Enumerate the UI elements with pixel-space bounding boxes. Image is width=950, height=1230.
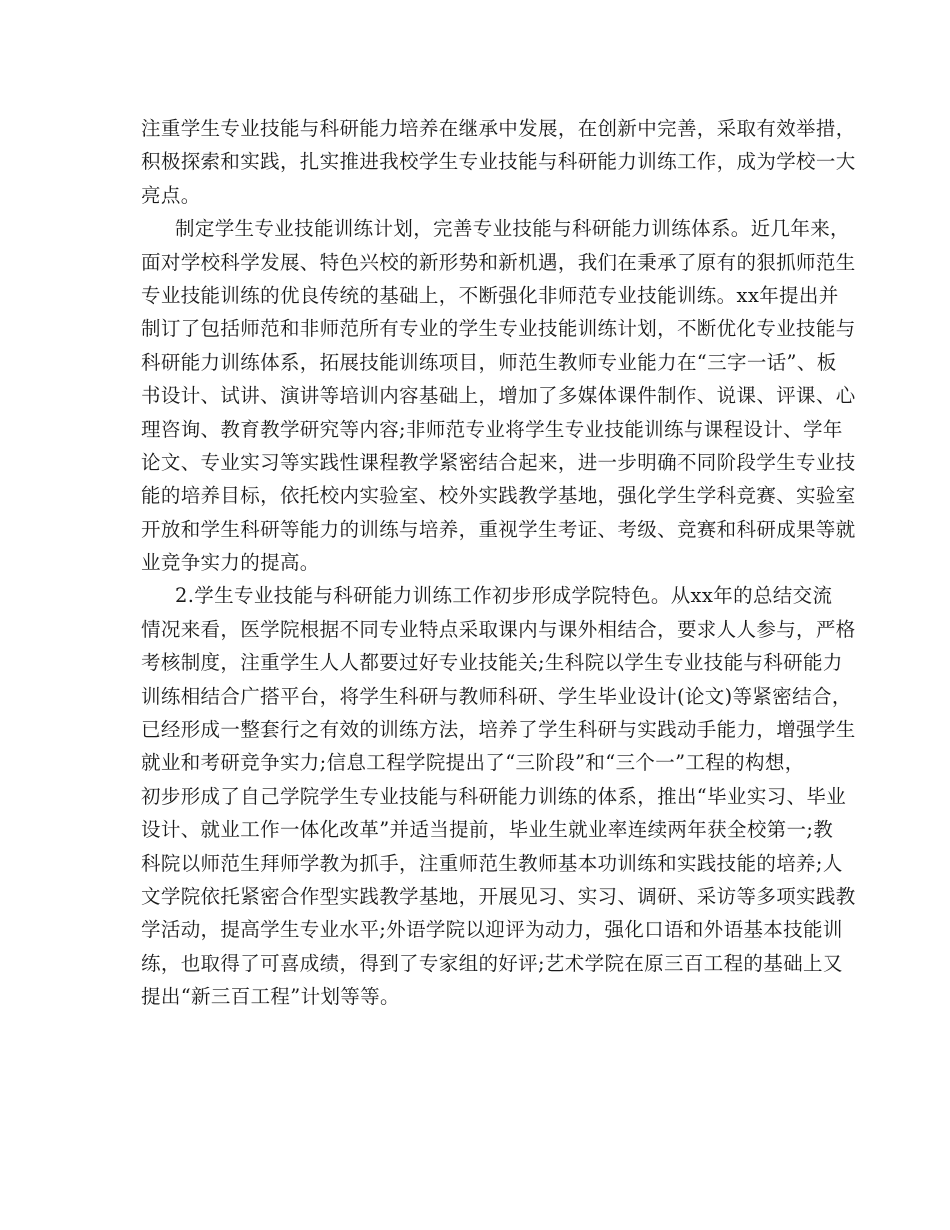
- paragraph-3-line: 情况来看，医学院根据不同专业特点采取课内与课外相结合，要求人人参与，严格: [141, 617, 856, 641]
- paragraph-2-line: 能的培养目标，依托校内实验室、校外实践教学基地，强化学生学科竞赛、实验室: [141, 484, 856, 508]
- paragraph-1-line: 亮点。: [141, 183, 201, 207]
- paragraph-3-line: 2.学生专业技能与科研能力训练工作初步形成学院特色。从xx年的总结交流: [175, 584, 833, 608]
- paragraph-3-line: 文学院依托紧密合作型实践教学基地，开展见习、实习、调研、采访等多项实践教: [141, 884, 856, 908]
- paragraph-3-line: 考核制度，注重学生人人都要过好专业技能关;生科院以学生专业技能与科研能力: [141, 651, 843, 675]
- document-body: [141, 112, 856, 1014]
- paragraph-3-line: 科院以师范生拜师学教为抓手，注重师范生教师基本功训练和实践技能的培养;人: [141, 851, 843, 875]
- paragraph-3-line: 初步形成了自己学院学生专业技能与科研能力训练的体系，推出“毕业实习、毕业: [141, 784, 847, 808]
- paragraph-3-line: 学活动，提高学生专业水平;外语学院以迎评为动力，强化口语和外语基本技能训: [141, 918, 843, 942]
- paragraph-2-line: 制订了包括师范和非师范所有专业的学生专业技能训练计划，不断优化专业技能与: [141, 317, 856, 341]
- paragraph-1-line: 注重学生专业技能与科研能力培养在继承中发展，在创新中完善，采取有效举措，: [141, 117, 856, 140]
- paragraph-2-line: 论文、专业实习等实践性课程教学紧密结合起来，进一步明确不同阶段学生专业技: [141, 450, 856, 474]
- paragraph-2-line: 科研能力训练体系，拓展技能训练项目，师范生教师专业能力在“三字一话”、板: [141, 350, 837, 374]
- paragraph-2-line: 制定学生专业技能训练计划，完善专业技能与科研能力训练体系。近几年来，: [175, 217, 850, 241]
- paragraph-3-line: 已经形成一整套行之有效的训练方法，培养了学生科研与实践动手能力，增强学生: [141, 718, 856, 742]
- paragraph-3-line: 提出“新三百工程”计划等等。: [141, 985, 400, 1009]
- paragraph-2-line: 面对学校科学发展、特色兴校的新形势和新机遇，我们在秉承了原有的狠抓师范生: [141, 250, 856, 274]
- paragraph-2-line: 业竞争实力的提高。: [141, 551, 320, 575]
- paragraph-3-line: 训练相结合广搭平台，将学生科研与教师科研、学生毕业设计(论文)等紧密结合，: [141, 684, 852, 708]
- paragraph-2-line: 专业技能训练的优良传统的基础上，不断强化非师范专业技能训练。xx年提出并: [141, 283, 839, 307]
- paragraph-2-line: 理咨询、教育教学研究等内容;非师范专业将学生专业技能训练与课程设计、学年: [141, 417, 843, 441]
- paragraph-1-line: 积极探索和实践，扎实推进我校学生专业技能与科研能力训练工作，成为学校一大: [141, 150, 856, 174]
- paragraph-2-line: 书设计、试讲、演讲等培训内容基础上，增加了多媒体课件制作、说课、评课、心: [141, 384, 856, 408]
- paragraph-3-line: 设计、就业工作一体化改革”并适当提前，毕业生就业率连续两年获全校第一;教: [141, 818, 834, 842]
- paragraph-3-line: 就业和考研竞争实力;信息工程学院提出了“三阶段”和“三个一”工程的构想，: [141, 751, 805, 775]
- paragraph-3-line: 练，也取得了可喜成绩，得到了专家组的好评;艺术学院在原三百工程的基础上又: [141, 951, 843, 975]
- paragraph-2-line: 开放和学生科研等能力的训练与培养，重视学生考证、考级、竞赛和科研成果等就: [141, 517, 856, 541]
